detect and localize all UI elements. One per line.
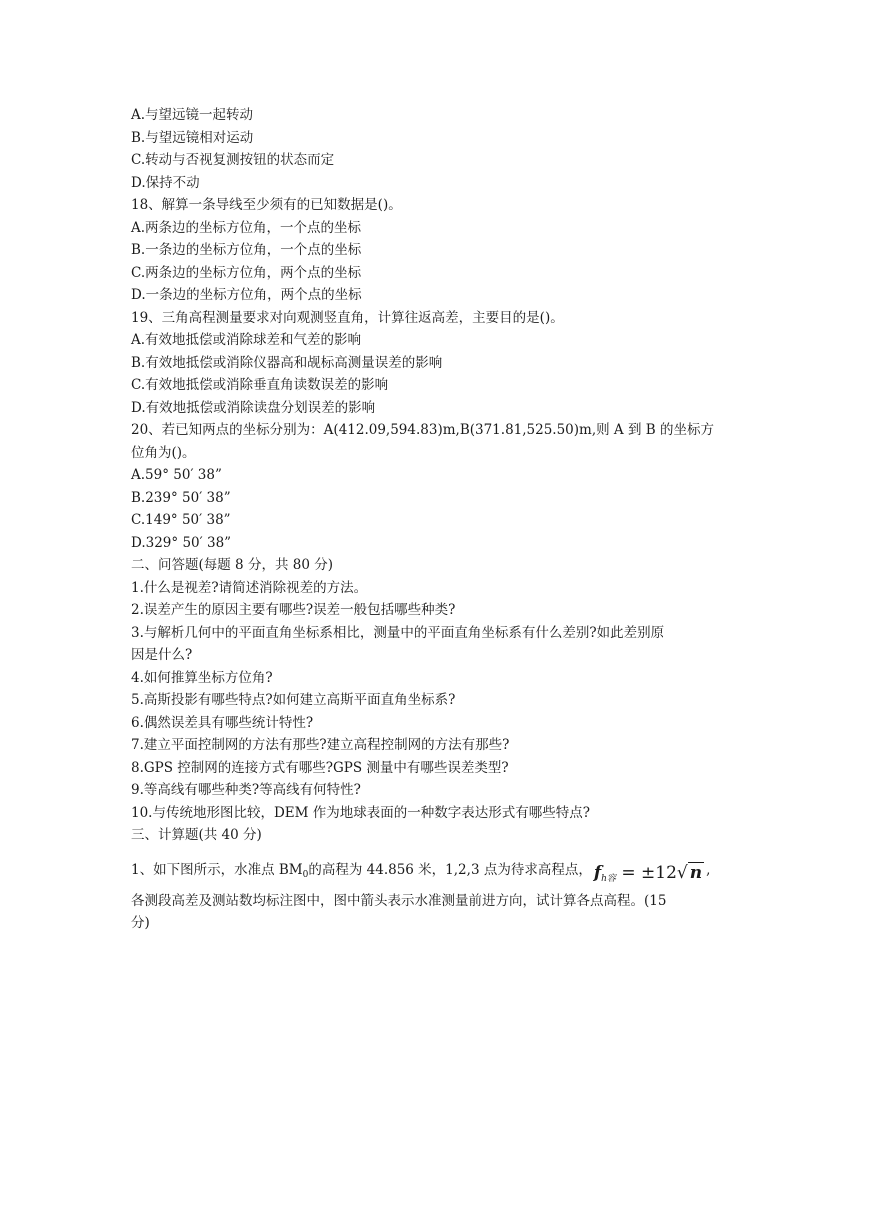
document-content bbox=[131, 104, 781, 934]
q19-option-c: C.有效地抵偿或消除垂直角读数误差的影响 bbox=[131, 377, 389, 393]
section2-item-3-line1: 3.与解析几何中的平面直角坐标系相比，测量中的平面直角坐标系有什么差别?如此差别原 bbox=[131, 624, 665, 641]
section2-item-2: 2.误差产生的原因主要有哪些?误差一般包括哪些种类? bbox=[131, 602, 456, 618]
q18-option-c: C.两条边的坐标方位角，两个点的坐标 bbox=[131, 264, 362, 281]
formula-n: n bbox=[689, 862, 703, 883]
section2-item-9: 9.等高线有哪些种类?等高线有何特性? bbox=[131, 782, 361, 798]
q18-option-d: D.一条边的坐标方位角，两个点的坐标 bbox=[131, 287, 362, 303]
sqrt-icon: √ bbox=[676, 862, 688, 883]
section3-q1-line2: 各测段高差及测站数均标注图中，图中箭头表示水准测量前进方向，试计算各点高程。(15 bbox=[131, 892, 667, 909]
q20-option-d: D.329° 50′ 38” bbox=[131, 534, 232, 551]
q19-option-b: B.有效地抵偿或消除仪器高和觇标高测量误差的影响 bbox=[131, 354, 443, 371]
section2-title: 二、问答题(每题 8 分，共 80 分) bbox=[131, 557, 333, 573]
q18-stem: 18、解算一条导线至少须有的已知数据是()。 bbox=[131, 197, 402, 213]
q17-option-d: D.保持不动 bbox=[131, 174, 200, 191]
q1-text-part3: , bbox=[706, 861, 711, 878]
section3-title: 三、计算题(共 40 分) bbox=[131, 827, 262, 843]
q18-option-b: B.一条边的坐标方位角，一个点的坐标 bbox=[131, 242, 362, 258]
q20-option-c: C.149° 50′ 38” bbox=[131, 512, 231, 528]
section2-item-6: 6.偶然误差具有哪些统计特性? bbox=[131, 714, 314, 731]
section3-question-1 bbox=[131, 859, 781, 934]
section2-item-10: 10.与传统地形图比较，DEM 作为地球表面的一种数字表达形式有哪些特点? bbox=[131, 804, 590, 821]
section2-item-4: 4.如何推算坐标方位角? bbox=[131, 669, 273, 686]
formula-rest: = ±12 bbox=[615, 862, 677, 883]
q20-stem-line1: 20、若已知两点的坐标分别为：A(412.09,594.83)m,B(371.81,525.50)m,则 A 到 B 的坐标方 bbox=[131, 422, 714, 438]
formula-subscript: h容 bbox=[601, 873, 616, 884]
section3-q1-line3: 分) bbox=[131, 914, 150, 931]
formula-f: f bbox=[593, 862, 602, 883]
q17-option-a: A.与望远镜一起转动 bbox=[131, 107, 254, 123]
section2-item-3-line2: 因是什么? bbox=[131, 647, 193, 663]
q1-text-part2: 的高程为 44.856 米，1,2,3 点为待求高程点， bbox=[308, 861, 592, 878]
section2-item-5: 5.高斯投影有哪些特点?如何建立高斯平面直角坐标系? bbox=[131, 692, 456, 708]
q19-option-a: A.有效地抵偿或消除球差和气差的影响 bbox=[131, 332, 362, 348]
q20-stem-line2: 位角为()。 bbox=[131, 444, 196, 461]
section2-item-8: 8.GPS 控制网的连接方式有哪些?GPS 测量中有哪些误差类型? bbox=[131, 759, 509, 776]
q1-text-part1: 1、如下图所示，水准点 BM bbox=[131, 861, 303, 878]
q19-stem: 19、三角高程测量要求对向观测竖直角，计算往返高差，主要目的是()。 bbox=[131, 309, 564, 326]
section3-q1-line1 bbox=[131, 859, 781, 890]
q19-option-d: D.有效地抵偿或消除读盘分划误差的影响 bbox=[131, 399, 376, 416]
q18-option-a: A.两条边的坐标方位角，一个点的坐标 bbox=[131, 219, 362, 236]
q17-option-c: C.转动与否视复测按钮的状态而定 bbox=[131, 152, 335, 168]
q17-option-b: B.与望远镜相对运动 bbox=[131, 129, 254, 146]
tolerance-formula bbox=[594, 862, 704, 890]
section2-item-7: 7.建立平面控制网的方法有那些?建立高程控制网的方法有那些? bbox=[131, 737, 510, 753]
bm-subscript: 0 bbox=[302, 869, 309, 880]
q20-option-a: A.59° 50′ 38” bbox=[131, 467, 222, 483]
section2-item-1: 1.什么是视差?请简述消除视差的方法。 bbox=[131, 579, 368, 596]
q20-option-b: B.239° 50′ 38” bbox=[131, 489, 231, 506]
